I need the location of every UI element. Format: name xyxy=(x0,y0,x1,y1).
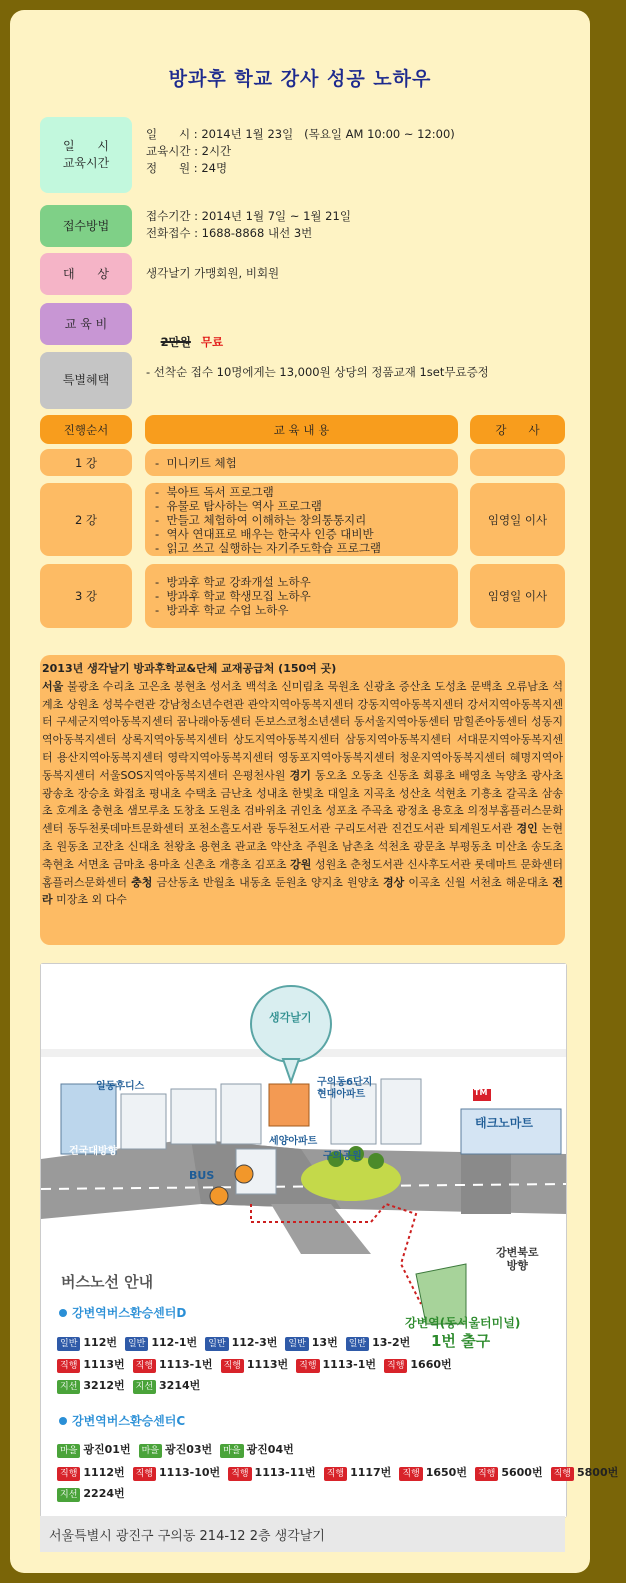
fee-free: 무료 xyxy=(200,335,224,349)
bus-center-d-label: 강변역버스환승센터D xyxy=(72,1306,187,1320)
bus-number: 112-3번 xyxy=(231,1336,278,1349)
bus-type-badge: 마을 xyxy=(139,1444,162,1458)
location-map xyxy=(40,963,619,1518)
landmark-seyang: 세양아파트 xyxy=(269,1136,318,1147)
cross-road xyxy=(461,1154,511,1214)
bus-type-badge: 직행 xyxy=(228,1467,251,1481)
landmark-gangbyeon-dir: 강변북로 방향 xyxy=(496,1246,539,1272)
bus-type-badge: 직행 xyxy=(57,1359,80,1373)
map-illustration xyxy=(41,964,566,1517)
bus-type-badge: 지선 xyxy=(57,1488,80,1502)
bus-type-badge: 마을 xyxy=(57,1444,80,1458)
bus-type-badge: 직행 xyxy=(399,1467,422,1481)
supply-gyeonggi: 동오초 오동초 신동초 회룡초 배영초 녹양초 광사초 광송초 장승초 화접초 평내초 수택초 금난초 성내초 한빛초 대일초 지곡초 성산초 석현초 기흥초 갈곡초 삼송초 호계초 충현초 샘모루초 도창초 도원초 검바위초 귀인초 성포초 주곡초 광정초 용호초 의정부홈플러스문화센터 동두천롯데마트문화센터 포천소흘도서관 동두천도서관 구리도서관 진건도서관 퇴계원도서관 xyxy=(42,768,564,836)
table-header-order: 진행순서 xyxy=(40,415,132,444)
bus-number: 3214번 xyxy=(159,1379,201,1392)
landmark-technomart: 태크노마트 xyxy=(475,1116,533,1130)
bus-number: 광진01번 xyxy=(83,1443,131,1456)
apply-text: 접수기간 : 2014년 1월 7일 ~ 1월 21일 전화접수 : 1688-8868 내선 3번 xyxy=(146,209,351,240)
bus-number: 1112번 xyxy=(83,1466,125,1479)
table-header-content: 교 육 내 용 xyxy=(145,415,458,444)
bus-row-c-1 xyxy=(57,1441,302,1458)
bus-type-badge: 직행 xyxy=(57,1467,80,1481)
bus-type-badge: 직행 xyxy=(384,1359,407,1373)
bus-type-badge: 직행 xyxy=(133,1467,156,1481)
bus-type-badge: 직행 xyxy=(133,1359,156,1373)
bus-type-badge: 직행 xyxy=(475,1467,498,1481)
bus-stop-c xyxy=(235,1165,253,1183)
bus-number: 5600번 xyxy=(501,1466,543,1479)
bullet-icon xyxy=(59,1417,67,1425)
landmark-park: 구의공원 xyxy=(323,1151,362,1162)
map-logo: 생각날기 xyxy=(269,1011,312,1024)
bus-row-c-2 xyxy=(57,1464,626,1481)
bus-row-d-3 xyxy=(57,1377,208,1394)
landmark-konkuk: 건국대방향 xyxy=(69,1146,118,1157)
bus-number: 1113번 xyxy=(83,1358,125,1371)
table-row-3-no: 3 강 xyxy=(40,564,132,628)
supply-chungcheong: 금산동초 반월초 내동초 둔원초 양지초 원양초 xyxy=(156,875,379,889)
bus-row-d-1 xyxy=(57,1334,418,1351)
fee-old: 2만원 xyxy=(160,335,191,349)
supply-gyeongsang: 이곡초 신월 서천초 해운대초 xyxy=(408,875,549,889)
bus-number: 112-1번 xyxy=(151,1336,198,1349)
bus-center-d xyxy=(59,1304,186,1321)
landmark-ildong: 일동후디스 xyxy=(96,1081,145,1092)
bus-number: 1117번 xyxy=(350,1466,392,1479)
bus-number: 2224번 xyxy=(83,1487,125,1500)
bus-number: 112번 xyxy=(83,1336,117,1349)
page-title: 방과후 학교 강사 성공 노하우 xyxy=(168,68,432,90)
table-row-1-no: 1 강 xyxy=(40,449,132,476)
table-row-2-no: 2 강 xyxy=(40,483,132,556)
table-row-1-content: - 미니키트 체험 xyxy=(145,449,458,476)
supply-list xyxy=(40,655,565,945)
bus-number: 3212번 xyxy=(83,1379,125,1392)
guui-park xyxy=(301,1157,401,1201)
bus-center-c-label: 강변역버스환승센터C xyxy=(72,1414,186,1428)
bus-number: 13번 xyxy=(311,1336,338,1349)
region-gangwon: 강원 xyxy=(290,857,312,871)
table-header-teacher: 강 사 xyxy=(470,415,565,444)
region-seoul: 서울 xyxy=(42,679,64,693)
bus-number: 1650번 xyxy=(425,1466,467,1479)
page xyxy=(10,10,619,1573)
bus-number: 1113-1번 xyxy=(159,1358,213,1371)
label-target: 대 상 xyxy=(40,253,132,295)
bus-stop-d xyxy=(210,1187,228,1205)
landmark-tm: TM xyxy=(474,1088,488,1097)
supply-seoul: 불광초 수리초 고은초 봉현초 성서초 백석초 신미림초 묵원초 신광초 증산초 도성초 문백초 오류남초 석계초 상원초 성북수련관 강남청소년수련관 관악지역아동복지센터 강동지역아동복지센터 강서지역아동복지센터 구세군지역아동복지센터 꿈나래아동센터 돈보스코청소년센터 동서울지역아동센터 맘힐존아동센터 성동지역아동복지센터 상록지역아동복지센터 상도지역아동복지센터 삼동지역아동복지센터 서대문지역아동복지센터 용산지역아동복지센터 영락지역아동복지센터 영동포지역아동복지센터 청운지역아동복지센터 혜명지역아동복지센터 서울SOS지역아동복지센터 은평천사원 xyxy=(42,679,564,782)
table-row-2-content: - 북아트 독서 프로그램 - 유물로 탐사하는 역사 프로그램 - 만들고 체험하여 이해하는 창의통통지리 - 역사 연대표로 배우는 한국사 인증 대비반 - 읽고 쓰고 실행하는 자기주도학습 프로그램 xyxy=(145,483,458,556)
bus-number: 1113번 xyxy=(246,1358,289,1371)
bus-type-badge: 지선 xyxy=(133,1380,156,1394)
table-row-1-teacher xyxy=(470,449,565,476)
bus-number: 1660번 xyxy=(410,1358,452,1371)
region-gyeongin: 경인 xyxy=(516,822,538,836)
bus-number: 1113-11번 xyxy=(254,1466,316,1479)
bus-number: 1113-1번 xyxy=(322,1358,376,1371)
bus-guide-title: 버스노선 안내 xyxy=(61,1273,154,1291)
bus-center-c xyxy=(59,1412,185,1429)
landmark-exit: 1번 출구 xyxy=(431,1332,491,1350)
bus-row-c-3 xyxy=(57,1485,133,1502)
label-fee: 교 육 비 xyxy=(40,303,132,345)
bus-type-badge: 직행 xyxy=(551,1467,574,1481)
supply-jeolla: 미장초 외 다수 xyxy=(56,893,127,907)
label-apply: 접수방법 xyxy=(40,205,132,247)
schedule-text: 일 시 : 2014년 1월 23일 (목요일 AM 10:00 ~ 12:00) 교육시간 : 2시간 정 원 : 24명 xyxy=(146,127,455,175)
table-row-3-teacher: 임영일 이사 xyxy=(470,564,565,628)
landmark-station: 강변역(동서울터미널) xyxy=(405,1316,521,1330)
bus-type-badge: 일반 xyxy=(57,1337,80,1351)
bus-type-badge: 직행 xyxy=(221,1359,244,1373)
label-benefit: 특별혜택 xyxy=(40,352,132,409)
bus-type-badge: 직행 xyxy=(296,1359,319,1373)
target-text: 생각날기 가맹회원, 비회원 xyxy=(146,266,280,280)
supply-heading: 2013년 생각날기 방과후학교&단체 교재공급처 (150여 곳) xyxy=(42,662,337,675)
region-jeolla: 전라 xyxy=(42,875,563,907)
label-schedule: 일 시 교육시간 xyxy=(40,117,132,193)
bus-row-d-2 xyxy=(57,1356,460,1373)
bus-number: 5800번 xyxy=(576,1466,619,1479)
address: 서울특별시 광진구 구의동 214-12 2층 생각날기 xyxy=(40,1516,565,1552)
bus-number: 광진04번 xyxy=(246,1443,294,1456)
bus-number: 1113-10번 xyxy=(159,1466,221,1479)
supply-gyeongin: 논현초 원동초 고잔초 신대초 천왕초 용현초 관교초 약산초 주원초 남촌초 석천초 광문초 부평동초 미산초 송도초 축현초 서면초 금마초 용마초 신촌초 개흥초 김포초 xyxy=(42,822,564,871)
fee-text xyxy=(146,317,223,368)
saenggak-building xyxy=(269,1084,309,1126)
benefit-text: - 선착순 접수 10명에게는 13,000원 상당의 정품교재 1set무료증정 xyxy=(146,365,489,379)
bus-number: 광진03번 xyxy=(164,1443,213,1456)
bus-type-badge: 일반 xyxy=(346,1337,369,1351)
bus-type-badge: 일반 xyxy=(205,1337,228,1351)
bullet-icon xyxy=(59,1309,67,1317)
table-row-2-teacher: 임영일 이사 xyxy=(470,483,565,556)
bus-type-badge: 직행 xyxy=(324,1467,347,1481)
region-gyeonggi: 경기 xyxy=(289,768,311,782)
supply-gangwon: 성원초 춘청도서관 신사후도서관 롯데마트 문화센터 홈플러스문화센터 xyxy=(42,857,564,889)
bus-type-badge: 마을 xyxy=(220,1444,243,1458)
region-chungcheong: 충청 xyxy=(131,875,153,889)
table-row-3-content: - 방과후 학교 강좌개설 노하우 - 방과후 학교 학생모집 노하우 - 방과후 학교 수업 노하우 xyxy=(145,564,458,628)
region-gyeongsang: 경상 xyxy=(383,875,405,889)
bus-type-badge: 일반 xyxy=(285,1337,308,1351)
bus-number: 13-2번 xyxy=(372,1336,411,1349)
landmark-apt6: 구의동6단지 현대아파트 xyxy=(317,1077,373,1100)
landmark-bus: BUS xyxy=(189,1169,215,1182)
bus-type-badge: 일반 xyxy=(125,1337,148,1351)
bus-type-badge: 지선 xyxy=(57,1380,80,1394)
